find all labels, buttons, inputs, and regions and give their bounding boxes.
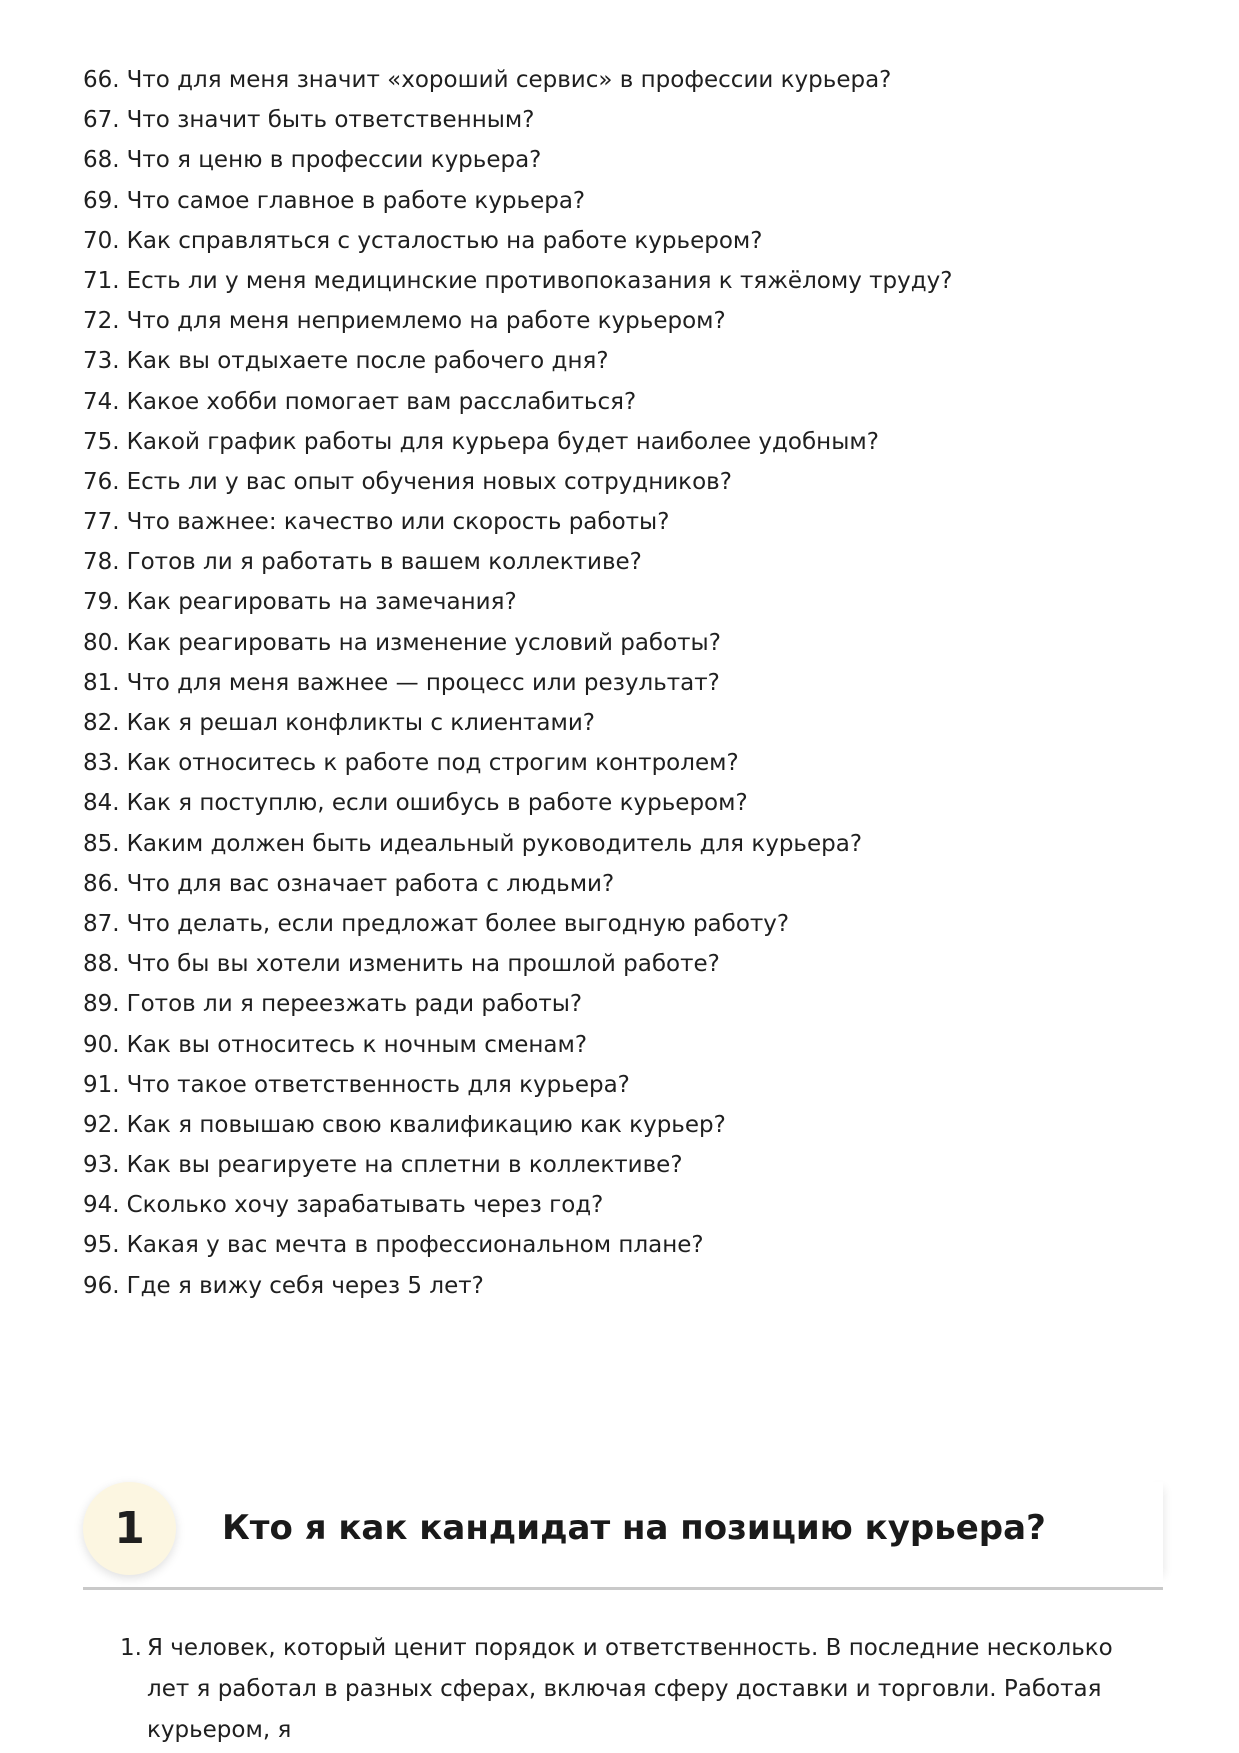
question-number: 94. bbox=[83, 1192, 120, 1219]
question-item bbox=[83, 221, 952, 261]
question-text: Есть ли у меня медицинские противопоказания к тяжёлому труду? bbox=[126, 267, 953, 294]
question-number: 66. bbox=[83, 67, 120, 93]
question-item bbox=[83, 904, 952, 944]
question-number: 83. bbox=[83, 750, 120, 777]
question-number: 85. bbox=[83, 830, 120, 857]
question-item bbox=[83, 1025, 952, 1065]
section-header-shadow bbox=[1143, 1482, 1163, 1582]
question-text: Как относитесь к работе под строгим контролем? bbox=[126, 750, 739, 777]
question-number: 70. bbox=[83, 227, 120, 254]
answer-number: 1. bbox=[120, 1635, 142, 1661]
question-item bbox=[83, 100, 952, 140]
question-number: 69. bbox=[83, 187, 120, 214]
question-number: 68. bbox=[83, 147, 120, 174]
question-text: Как я решал конфликты с клиентами? bbox=[126, 710, 596, 736]
question-number: 91. bbox=[83, 1071, 120, 1098]
question-number: 79. bbox=[83, 589, 120, 616]
question-item bbox=[83, 502, 952, 542]
question-item bbox=[83, 1145, 952, 1185]
question-item bbox=[83, 864, 952, 904]
question-number: 88. bbox=[83, 951, 120, 978]
question-number: 71. bbox=[83, 267, 120, 294]
question-number: 87. bbox=[83, 910, 120, 937]
question-number: 92. bbox=[83, 1111, 120, 1138]
question-number: 93. bbox=[83, 1152, 120, 1179]
question-item bbox=[83, 743, 952, 783]
question-item bbox=[83, 301, 952, 341]
question-item bbox=[83, 703, 952, 743]
question-number: 82. bbox=[83, 710, 120, 736]
question-text: Сколько хочу зарабатывать через год? bbox=[126, 1192, 604, 1219]
answer-text: Я человек, который ценит порядок и ответственность. В последние несколько лет я работал в разных сферах, включая сферу доставки и торговли. Работая курьером, я bbox=[147, 1635, 1113, 1743]
section-number-badge: 1 bbox=[83, 1482, 176, 1575]
question-text: Где я вижу себя через 5 лет? bbox=[126, 1272, 484, 1299]
question-item bbox=[83, 422, 952, 462]
question-text: Что для меня значит «хороший сервис» в профессии курьера? bbox=[126, 67, 892, 93]
question-text: Как вы относитесь к ночным сменам? bbox=[126, 1031, 588, 1058]
question-item bbox=[83, 1105, 952, 1145]
question-item bbox=[83, 1065, 952, 1105]
question-text: Что делать, если предложат более выгодную работу? bbox=[126, 910, 790, 937]
question-text: Какая у вас мечта в профессиональном плане? bbox=[126, 1232, 704, 1259]
question-number: 75. bbox=[83, 428, 120, 455]
question-text: Как справляться с усталостью на работе курьером? bbox=[126, 227, 763, 254]
question-number: 89. bbox=[83, 991, 120, 1018]
question-item bbox=[83, 984, 952, 1024]
question-item bbox=[83, 824, 952, 864]
question-text: Что для вас означает работа с людьми? bbox=[126, 870, 615, 897]
question-text: Что для меня неприемлемо на работе курьером? bbox=[126, 308, 726, 335]
question-text: Что я ценю в профессии курьера? bbox=[126, 147, 542, 174]
question-text: Что важнее: качество или скорость работы? bbox=[126, 509, 670, 536]
question-text: Что для меня важнее — процесс или результат? bbox=[126, 669, 720, 696]
question-text: Что такое ответственность для курьера? bbox=[126, 1071, 630, 1098]
question-item bbox=[83, 382, 952, 422]
answer-list bbox=[83, 1628, 1143, 1751]
question-number: 95. bbox=[83, 1232, 120, 1259]
question-text: Как я поступлю, если ошибусь в работе курьером? bbox=[126, 790, 748, 817]
question-text: Что бы вы хотели изменить на прошлой работе? bbox=[126, 951, 720, 978]
question-item bbox=[83, 1185, 952, 1225]
question-number: 67. bbox=[83, 107, 120, 134]
question-text: Как реагировать на замечания? bbox=[126, 589, 517, 616]
question-number: 74. bbox=[83, 388, 120, 415]
question-text: Как реагировать на изменение условий работы? bbox=[126, 629, 721, 656]
question-number: 72. bbox=[83, 308, 120, 335]
question-item bbox=[83, 60, 952, 100]
question-text: Готов ли я переезжать ради работы? bbox=[126, 991, 583, 1018]
section-header bbox=[83, 1482, 1163, 1590]
question-item bbox=[83, 1225, 952, 1265]
question-item bbox=[83, 582, 952, 622]
question-text: Как я повышаю свою квалификацию как курьер? bbox=[126, 1111, 726, 1138]
question-item bbox=[83, 944, 952, 984]
question-item bbox=[83, 783, 952, 823]
question-number: 76. bbox=[83, 468, 120, 495]
question-item bbox=[83, 341, 952, 381]
question-number: 78. bbox=[83, 549, 120, 576]
question-item bbox=[83, 623, 952, 663]
question-text: Какое хобби помогает вам расслабиться? bbox=[126, 388, 637, 415]
question-text: Как вы реагируете на сплетни в коллективе? bbox=[126, 1152, 683, 1179]
section-title: Кто я как кандидат на позицию курьера? bbox=[222, 1508, 1046, 1548]
question-number: 77. bbox=[83, 509, 120, 536]
question-item bbox=[83, 1266, 952, 1306]
question-number: 80. bbox=[83, 629, 120, 656]
answer-item bbox=[83, 1628, 1143, 1751]
question-item bbox=[83, 140, 952, 180]
question-number: 73. bbox=[83, 348, 120, 375]
question-text: Какой график работы для курьера будет наиболее удобным? bbox=[126, 428, 879, 455]
question-text: Что самое главное в работе курьера? bbox=[126, 187, 586, 214]
question-list bbox=[83, 60, 952, 1306]
question-item bbox=[83, 462, 952, 502]
question-text: Готов ли я работать в вашем коллективе? bbox=[126, 549, 642, 576]
question-number: 96. bbox=[83, 1272, 120, 1299]
question-number: 81. bbox=[83, 669, 120, 696]
question-text: Есть ли у вас опыт обучения новых сотрудников? bbox=[126, 468, 732, 495]
question-item bbox=[83, 261, 952, 301]
question-item bbox=[83, 663, 952, 703]
question-item bbox=[83, 181, 952, 221]
question-number: 90. bbox=[83, 1031, 120, 1058]
question-text: Что значит быть ответственным? bbox=[126, 107, 535, 134]
question-number: 86. bbox=[83, 870, 120, 897]
question-item bbox=[83, 542, 952, 582]
question-text: Каким должен быть идеальный руководитель для курьера? bbox=[126, 830, 863, 857]
question-number: 84. bbox=[83, 790, 120, 817]
question-text: Как вы отдыхаете после рабочего дня? bbox=[126, 348, 609, 375]
